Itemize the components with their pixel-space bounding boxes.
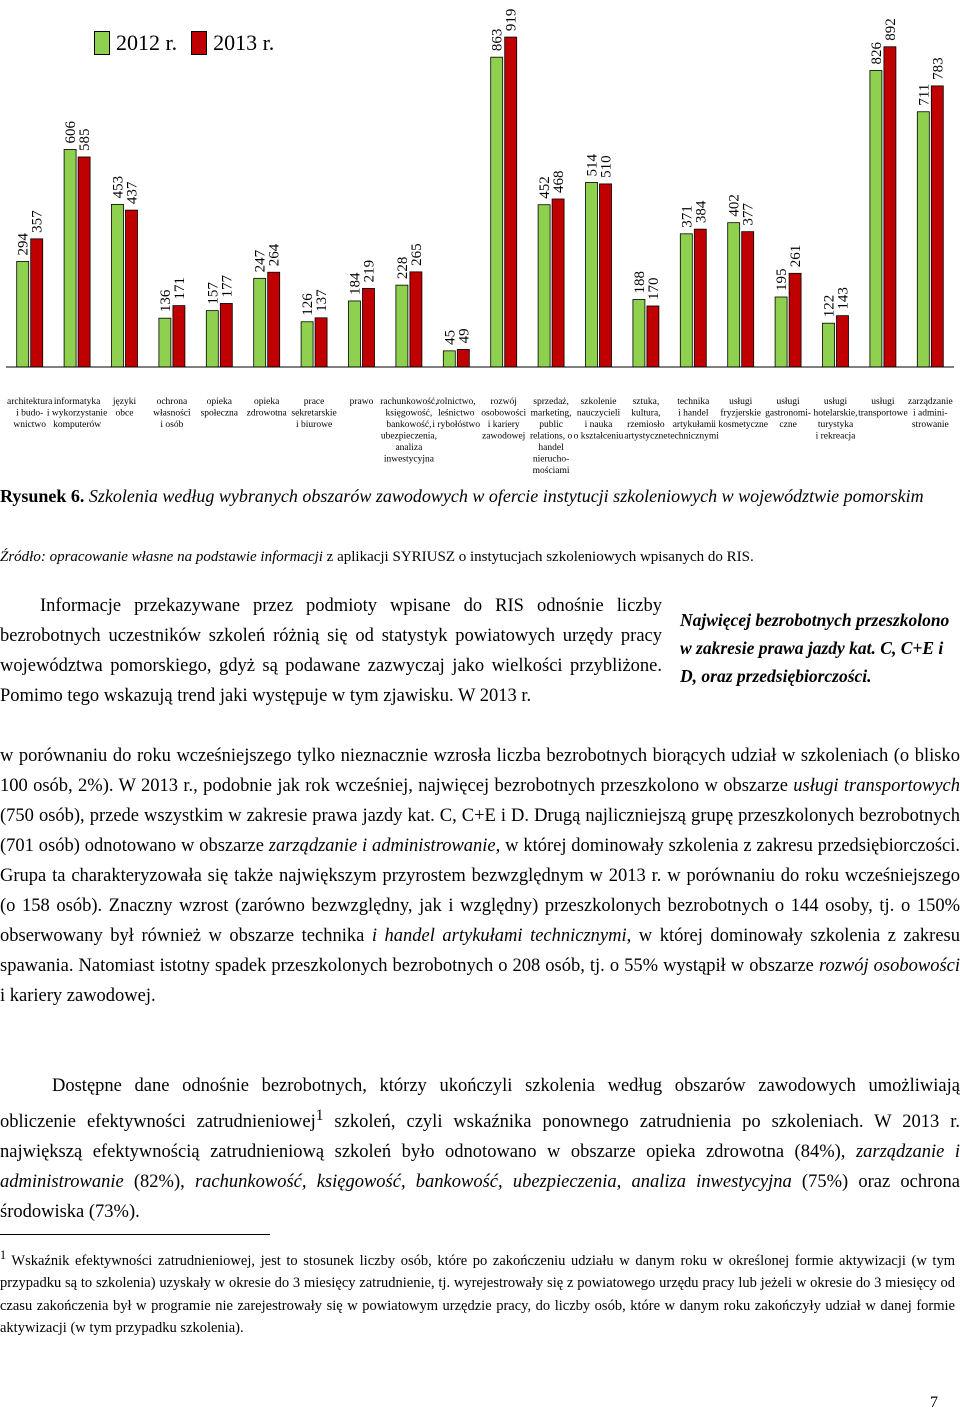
value-label-2013-0: 357 — [29, 210, 46, 233]
value-label-2012-19: 711 — [916, 83, 933, 106]
category-label-12-line-1: nauczycieli — [576, 408, 621, 419]
category-label-18-line-0: usługi — [871, 397, 895, 407]
p1-italic-3: i handel artykułami technicznymi — [371, 926, 627, 946]
value-label-2012-10: 863 — [489, 28, 506, 52]
category-label-6-line-1: sekretarskie — [291, 408, 337, 419]
value-label-2012-16: 195 — [774, 268, 791, 291]
page-number: 7 — [930, 1394, 938, 1411]
value-label-2012-8: 228 — [394, 256, 411, 280]
bar-2012-10 — [491, 57, 503, 367]
category-label-12-line-2: i nauka — [584, 420, 613, 430]
value-label-2013-16: 261 — [788, 244, 805, 268]
category-label-17-line-0: usługi — [823, 397, 848, 407]
category-label-11-line-2: public — [539, 420, 563, 430]
source-normal: z aplikacji SYRIUSZ o instytucjach szkoleniowych wpisanych do RIS. — [326, 549, 754, 565]
category-label-17-line-2: turystyka — [817, 420, 854, 430]
bar-chart — [0, 0, 960, 476]
p1-text-d: , w której dominowały szkolenia z zakresu spawania. Natomiast istotny spadek przeszkolonych bezrobotnych o 208 osób, tj. o 55% wystąpił w obszarze — [0, 926, 960, 976]
bar-2012-3 — [159, 318, 171, 367]
legend-label-2013: 2013 r. — [213, 30, 275, 55]
category-label-1-line-0: informatyka — [53, 397, 101, 407]
footnote-ref: 1 — [315, 1107, 324, 1124]
bars-group — [6, 37, 954, 367]
bar-2012-7 — [349, 301, 361, 367]
category-label-11-line-6: mościami — [532, 466, 570, 476]
p1-text-e: i kariery zawodowej. — [0, 986, 156, 1006]
bar-2012-0 — [17, 261, 29, 367]
category-labels-group — [7, 396, 953, 476]
bar-2013-0 — [31, 239, 43, 367]
paragraph-1-continued — [0, 741, 960, 1011]
category-label-8-line-4: analiza — [395, 443, 423, 453]
category-label-7-line-0: prawo — [349, 397, 374, 407]
category-label-15-line-0: usługi — [729, 397, 753, 407]
bar-2013-17 — [837, 316, 849, 367]
bar-2013-10 — [505, 37, 517, 367]
bar-2013-1 — [78, 157, 90, 367]
category-label-1-line-2: komputerów — [53, 420, 102, 430]
figure-source — [0, 549, 950, 566]
value-label-2013-4: 177 — [219, 274, 236, 298]
category-label-13-line-0: sztuka, — [632, 397, 660, 407]
value-label-2013-2: 437 — [124, 181, 141, 205]
category-label-16-line-0: usługi — [776, 397, 800, 407]
paragraph-1-start: Informacje przekazywane przez podmioty wpisane do RIS odnośnie liczby bezrobotnych uczestników szkoleń różnią się od statystyk powiatowych urzędy pracy województwa pomorskiego, gdyż są podawane zazwyczaj jako wielkości przybliżone. Pomimo tego wskazują trend jaki występuje w tym zjawisku. W 2013 r. — [0, 596, 662, 706]
bar-2012-13 — [633, 300, 645, 367]
p2-italic-1: zarządzanie i administrowanie — [0, 1142, 960, 1193]
legend-label-2012: 2012 r. — [116, 30, 178, 55]
category-label-14-line-2: artykułami — [672, 420, 714, 430]
value-label-2012-13: 188 — [631, 271, 648, 294]
category-label-14-line-0: technika — [677, 397, 710, 407]
bar-2013-12 — [600, 184, 612, 367]
bar-2013-16 — [789, 273, 801, 367]
category-label-19-line-1: i admini- — [913, 408, 948, 419]
category-label-13-line-2: rzemiosło — [627, 420, 665, 430]
category-label-12-line-0: szkolenie — [580, 397, 617, 407]
legend-item-2012 — [94, 30, 177, 56]
footnote-number: 1 — [0, 1248, 7, 1262]
p1-text-a: w porównaniu do roku wcześniejszego tylko nieznacznie wzrosła liczba bezrobotnych biorących udział w szkoleniach (o blisko 100 osób, 2%). W 2013 r., podobnie jak rok wcześniej, najwięcej bezrobotnych przeszkolono w obszarze — [0, 746, 960, 796]
value-label-2013-13: 170 — [645, 277, 662, 300]
category-label-16-line-1: gastronomi- — [765, 408, 812, 419]
value-labels-group — [16, 9, 947, 345]
category-label-4-line-0: opieka — [206, 397, 232, 407]
legend-swatch-2012 — [94, 31, 110, 55]
bar-2013-4 — [220, 303, 232, 367]
bar-2013-3 — [173, 306, 185, 367]
category-label-8-line-0: rachunkowość, — [380, 397, 438, 407]
value-label-2013-11: 468 — [551, 170, 568, 193]
bar-2013-6 — [315, 318, 327, 367]
footnote-text: Wskaźnik efektywności zatrudnieniowej, jest to stosunek liczby osób, które po zakończeniu udziału w danym roku w określonej formie aktywizacji (w tym przypadku są to szkolenia) uzyskały w okresie do 3 miesięcy zatrudnienie, tj. wyrejestrowały się z powiatowego urzędu pracy lub jeżeli w okresie do 3 miesięcy od czasu zakończenia był w programie nie zarejestrowały się w powiatowym urzędzie pracy, do liczby osób, które w danym roku zakończyły udział w danej formie aktywizacji (w tym przypadku szkolenia). — [0, 1252, 955, 1337]
category-label-1-line-1: i wykorzystanie — [46, 408, 108, 419]
value-label-2013-18: 892 — [882, 18, 899, 41]
bar-2013-5 — [268, 272, 280, 367]
value-label-2012-4: 157 — [205, 282, 222, 305]
category-label-6-line-2: i biurowe — [296, 420, 333, 430]
value-label-2013-5: 264 — [266, 243, 283, 267]
figure-caption — [0, 484, 950, 508]
value-label-2012-2: 453 — [110, 175, 127, 199]
category-label-11-line-4: handel — [538, 443, 564, 453]
category-label-9-line-2: i rybołóstwo — [432, 420, 481, 430]
category-label-15-line-1: fryzjerskie — [720, 408, 762, 419]
bar-2012-1 — [64, 149, 76, 367]
p2-italic-2: rachunkowość, księgowość, bankowość, ubezpieczenia, analiza inwestycyjna — [194, 1172, 792, 1193]
bar-2012-19 — [917, 112, 929, 367]
category-label-2-line-0: języki — [112, 397, 137, 407]
category-label-0-line-1: i budo- — [16, 408, 44, 419]
value-label-2013-3: 171 — [171, 277, 188, 300]
category-label-11-line-0: sprzedaż, — [533, 397, 569, 407]
value-label-2012-18: 826 — [868, 41, 885, 65]
category-label-14-line-1: i handel — [678, 408, 709, 419]
bar-2013-18 — [884, 47, 896, 367]
bar-2013-2 — [126, 210, 138, 367]
category-label-14-line-3: technicznymi — [667, 431, 719, 442]
category-label-3-line-1: własności — [153, 408, 191, 419]
category-label-8-line-2: bankowość, — [386, 420, 432, 430]
category-label-17-line-1: hotelarskie, — [813, 408, 858, 419]
value-label-2013-10: 919 — [503, 8, 520, 32]
category-label-16-line-2: czne — [779, 420, 797, 430]
value-label-2012-11: 452 — [537, 176, 554, 199]
footnote — [0, 1244, 955, 1340]
category-label-8-line-5: inwestycyjna — [383, 454, 434, 465]
p2-text-b: szkoleń, czyli wskaźnika ponownego zatrudnienia po szkoleniach. W 2013 r. największą efektywnością zatrudnieniową szkoleń było odnotowano w obszarze opieka zdrowotna (84%), — [0, 1112, 960, 1163]
category-label-9-line-0: rolnictwo, — [436, 397, 476, 407]
category-label-8-line-3: ubezpieczenia, — [380, 431, 437, 442]
bar-2013-9 — [457, 349, 469, 367]
chart-legend — [94, 30, 274, 56]
p1-text-b: (750 osób), przede wszystkim w zakresie prawa jazdy kat. C, C+E i D. Drugą najliczniejszą grupę przeszkolonych bezrobotnych (701 osób) odnotowano w obszarze — [0, 806, 960, 856]
bar-2012-16 — [775, 297, 787, 367]
bar-2013-11 — [552, 199, 564, 367]
value-label-2012-14: 371 — [679, 205, 696, 228]
category-label-5-line-1: zdrowotna — [246, 408, 287, 419]
bar-2012-5 — [254, 278, 266, 367]
category-label-3-line-0: ochrona — [156, 397, 188, 407]
value-label-2012-9: 45 — [442, 329, 459, 345]
category-label-13-line-1: kultura, — [631, 408, 661, 419]
figure-label: Rysunek 6. — [0, 486, 85, 506]
value-label-2013-17: 143 — [835, 287, 852, 310]
value-label-2013-12: 510 — [598, 155, 615, 178]
footnote-rule — [0, 1234, 270, 1235]
sidebar-highlight: Najwięcej bezrobotnych przeszkolono w zakresie prawa jazdy kat. C, C+E i D, oraz przedsiębiorczości. — [680, 610, 950, 686]
paragraph-2 — [0, 1071, 960, 1227]
p2-text-a: Dostępne dane odnośnie bezrobotnych, którzy ukończyli szkolenia według obszarów zawodowych umożliwiają obliczenie efektywności zatrudnieniowej — [0, 1076, 960, 1133]
value-label-2013-1: 585 — [77, 128, 94, 151]
category-label-4-line-1: społeczna — [200, 408, 239, 419]
category-label-18-line-1: transportowe — [858, 408, 908, 419]
category-label-19-line-2: strowanie — [911, 420, 949, 430]
value-label-2012-1: 606 — [63, 120, 80, 144]
value-label-2013-14: 384 — [693, 200, 710, 224]
value-label-2012-12: 514 — [584, 153, 601, 177]
p1-italic-1: usługi transportowych — [793, 776, 960, 796]
source-italic: Źródło: opracowanie własne na podstawie informacji — [0, 549, 323, 565]
bar-2013-15 — [742, 232, 754, 367]
p2-text-c: (82%), — [123, 1172, 195, 1193]
category-label-15-line-2: i kosmetyczne — [713, 420, 769, 430]
bar-2012-6 — [301, 322, 313, 367]
bar-2012-15 — [728, 223, 740, 367]
bar-2012-14 — [680, 234, 692, 367]
category-label-10-line-3: zawodowej — [482, 431, 526, 442]
value-label-2012-17: 122 — [821, 294, 838, 318]
category-label-5-line-0: opieka — [254, 397, 280, 407]
bar-2012-11 — [538, 205, 550, 367]
category-label-6-line-0: prace — [303, 397, 325, 407]
value-label-2013-15: 377 — [740, 203, 757, 226]
value-label-2012-0: 294 — [15, 232, 32, 256]
value-label-2013-19: 783 — [930, 57, 947, 80]
bar-2012-18 — [870, 70, 882, 367]
value-label-2012-5: 247 — [252, 249, 269, 273]
category-label-9-line-1: leśnictwo — [438, 408, 475, 419]
p1-italic-4: rozwój osobowości — [818, 956, 960, 976]
value-label-2013-6: 137 — [314, 289, 331, 312]
value-label-2013-7: 219 — [361, 259, 378, 283]
category-label-10-line-1: osobowości — [481, 408, 527, 419]
category-label-10-line-0: rozwój — [490, 397, 517, 407]
category-label-12-line-3: o kształceniu — [573, 431, 624, 442]
category-label-13-line-3: artystyczne — [624, 431, 668, 442]
category-label-2-line-1: obce — [115, 408, 134, 419]
bar-2012-8 — [396, 285, 408, 367]
legend-swatch-2013 — [191, 31, 207, 55]
bar-2012-4 — [206, 311, 218, 367]
value-label-2013-8: 265 — [408, 243, 425, 266]
p1-italic-2: zarządzanie i administrowanie — [268, 836, 496, 856]
value-label-2012-7: 184 — [347, 272, 364, 295]
value-label-2012-15: 402 — [726, 194, 743, 217]
bar-2013-8 — [410, 272, 422, 367]
category-label-8-line-1: księgowość, — [385, 408, 433, 419]
bar-2012-9 — [443, 351, 455, 367]
figure-title: Szkolenia według wybranych obszarów zawodowych w ofercie instytucji szkoleniowych w województwie pomorskim — [88, 486, 924, 506]
bar-2013-19 — [931, 86, 943, 367]
bar-2012-12 — [586, 182, 598, 367]
bar-2012-17 — [823, 323, 835, 367]
bar-2013-14 — [694, 229, 706, 367]
p2-text-d: (75%) oraz ochrona środowiska (73%). — [0, 1172, 960, 1223]
category-label-0-line-2: wnictwo — [13, 420, 47, 430]
category-label-11-line-1: marketing, — [530, 408, 572, 419]
value-label-2012-6: 126 — [300, 293, 317, 316]
category-label-11-line-5: nierucho- — [532, 454, 570, 465]
category-label-19-line-0: zarządzanie — [907, 397, 953, 407]
category-label-10-line-2: i kariery — [487, 420, 520, 430]
value-label-2012-3: 136 — [157, 289, 174, 313]
bar-2012-2 — [112, 204, 124, 367]
bar-2013-13 — [647, 306, 659, 367]
category-label-0-line-0: architektura — [7, 397, 53, 407]
category-label-3-line-2: i osób — [160, 420, 184, 430]
value-label-2013-9: 49 — [456, 328, 473, 344]
bar-2013-7 — [363, 288, 375, 367]
category-label-11-line-3: relations, o — [529, 431, 573, 442]
category-label-17-line-3: i rekreacja — [815, 431, 856, 442]
p1-text-c: , w której dominowały szkolenia z zakresu przedsiębiorczości. Grupa ta charakteryzowała się także największym przyrostem bezwzględnym w 2013 r. w porównaniu do roku wcześniejszego (o 158 osób). Znaczny wzrost (zarówno bezwzględny, jak i względny) przeszkolonych bezrobotnych o 144 osoby, tj. o 150% obserwowany był również w obszarze technika — [0, 836, 960, 946]
legend-item-2013 — [191, 30, 274, 56]
